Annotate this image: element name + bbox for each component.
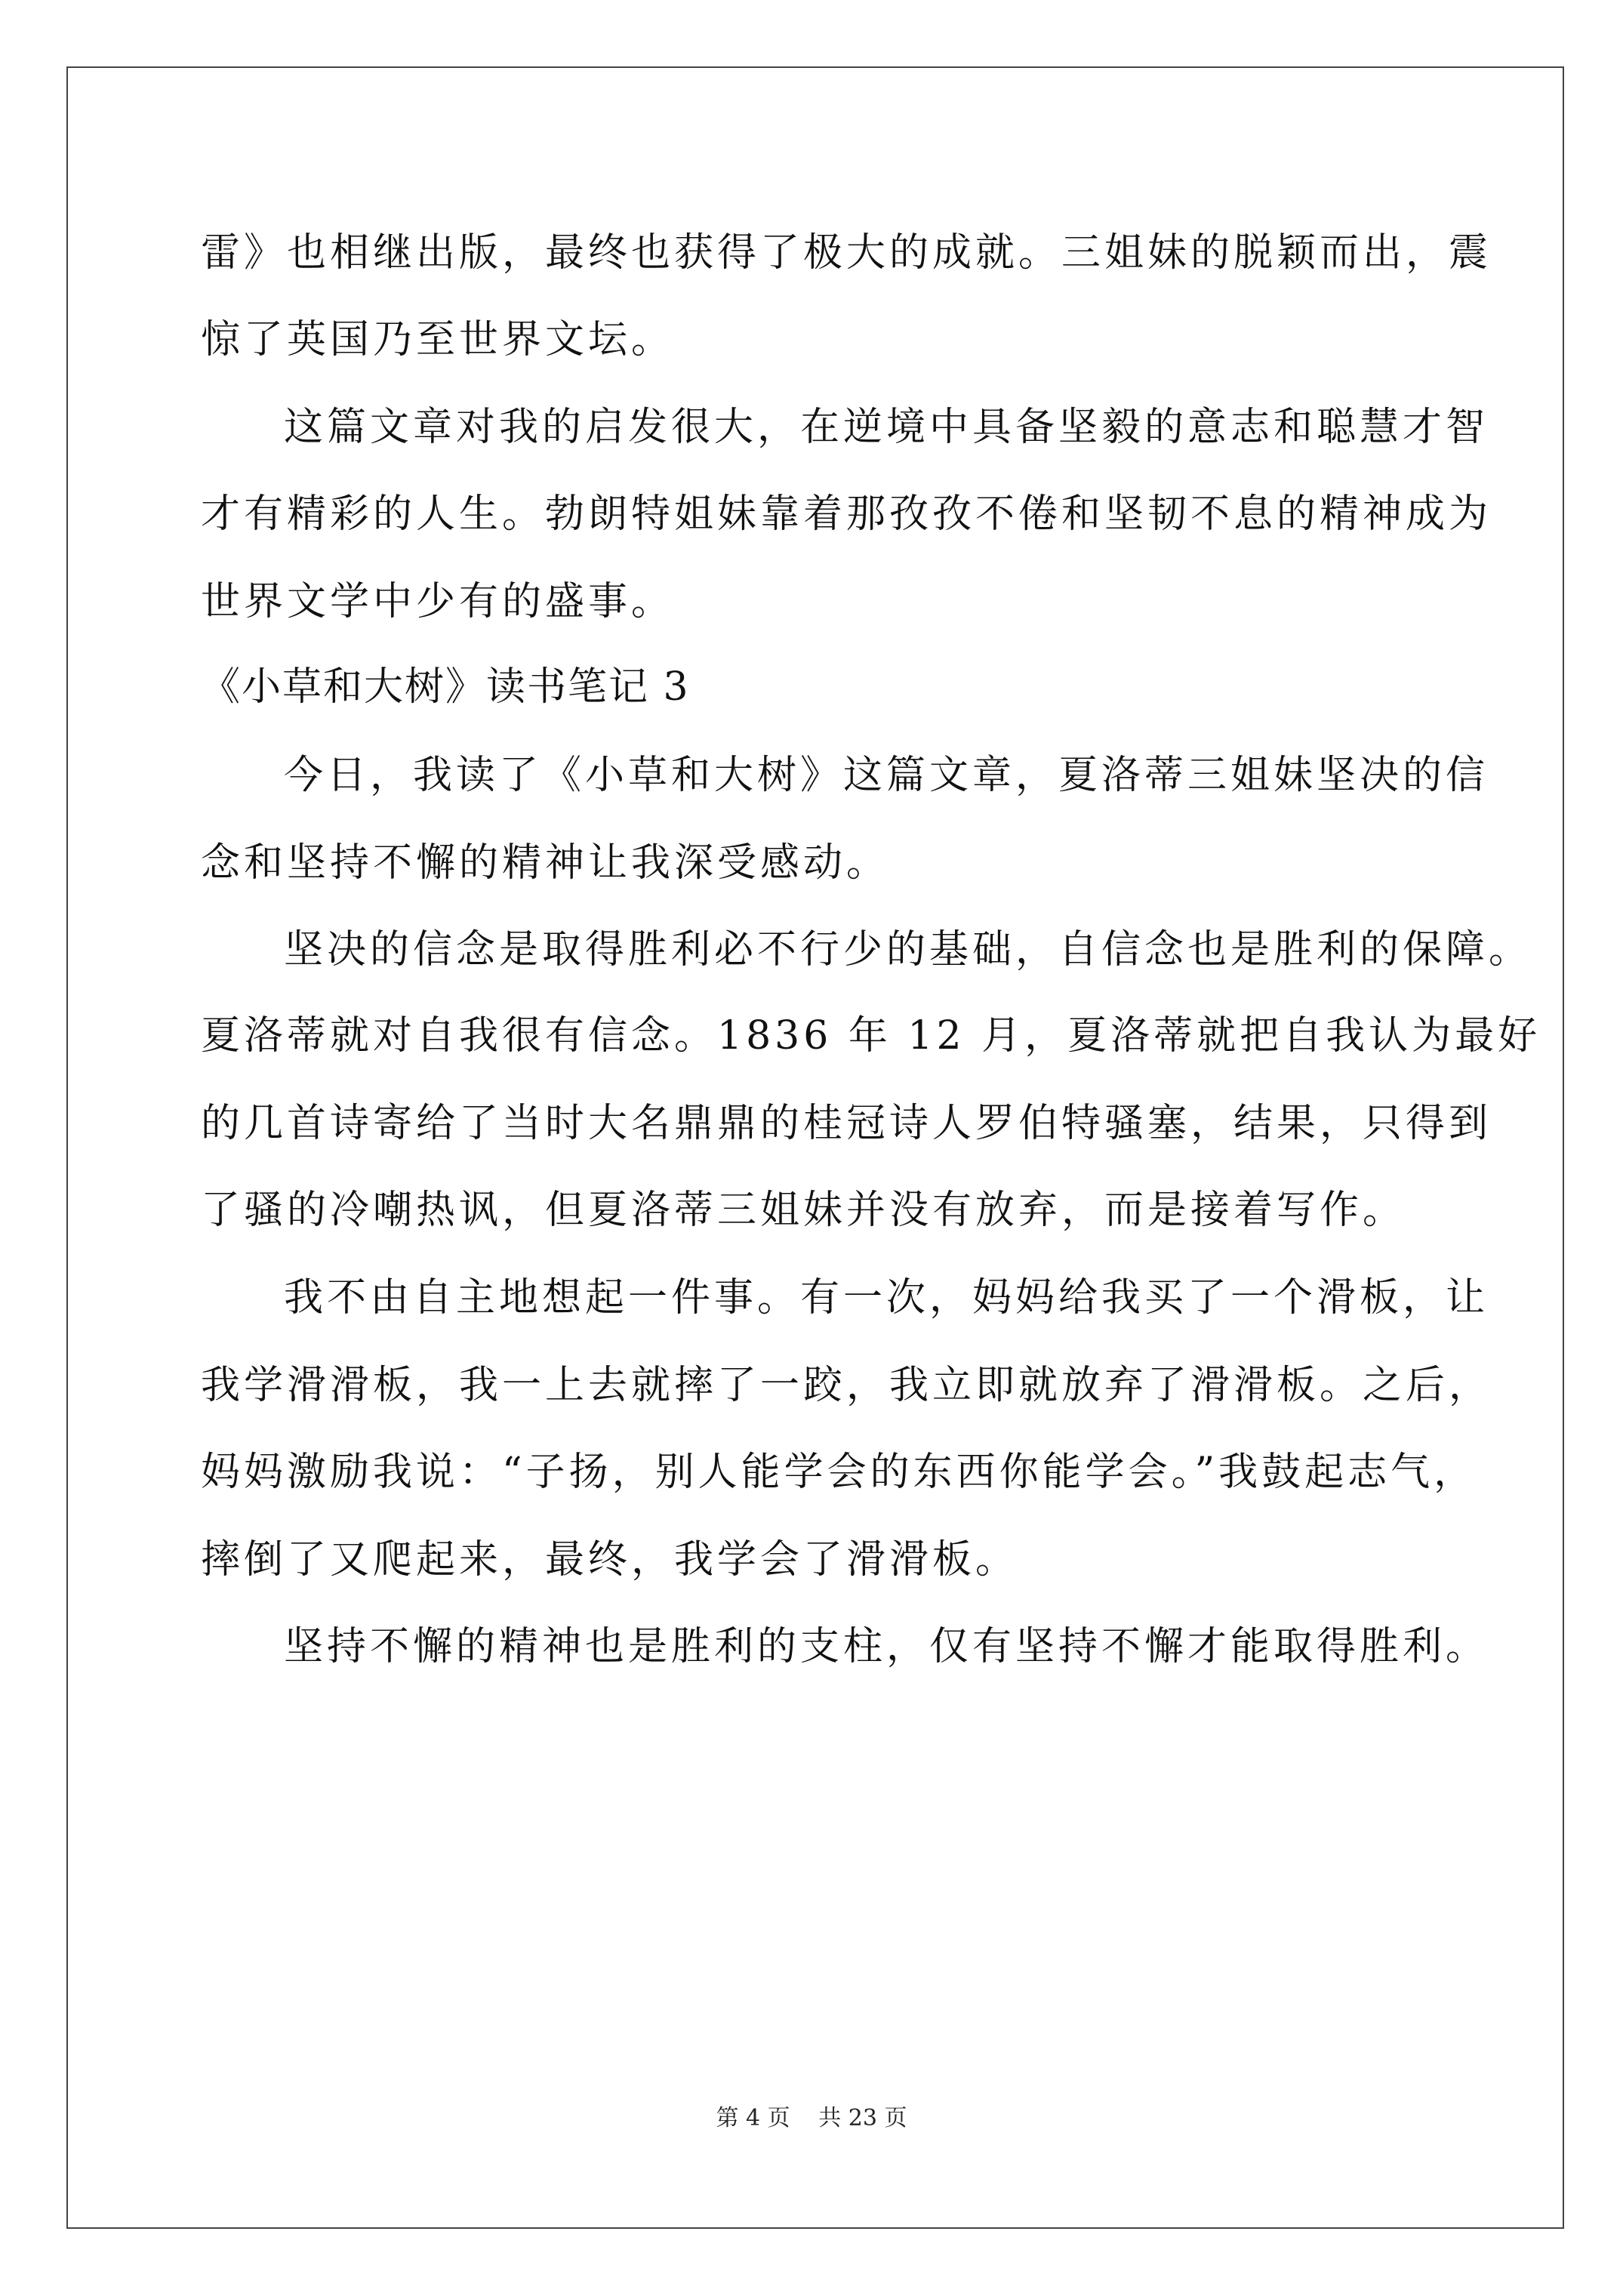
body-line-16: 摔倒了又爬起来，最终，我学会了滑滑板。 — [201, 1537, 1019, 1583]
body-line-8: 念和坚持不懈的精神让我深受感动。 — [201, 840, 890, 886]
page-footer — [0, 2105, 1623, 2132]
body-line-10: 夏洛蒂就对自我很有信念。1836 年 12 月，夏洛蒂就把自我认为最好 — [201, 1013, 1541, 1059]
body-line-5: 世界文学中少有的盛事。 — [201, 579, 675, 624]
body-line-15: 妈妈激励我说：“子扬，别人能学会的东西你能学会。”我鼓起志气， — [201, 1450, 1477, 1495]
page-border — [66, 66, 1564, 2229]
page-total: 共 23 页 — [818, 2105, 907, 2131]
page-number: 第 4 页 — [716, 2105, 790, 2131]
body-line-11: 的几首诗寄给了当时大名鼎鼎的桂冠诗人罗伯特骚塞，结果，只得到 — [201, 1101, 1492, 1146]
body-line-4: 才有精彩的人生。勃朗特姐妹靠着那孜孜不倦和坚韧不息的精神成为 — [201, 492, 1492, 537]
body-line-2: 惊了英国乃至世界文坛。 — [201, 317, 675, 362]
body-line-12: 了骚的冷嘲热讽，但夏洛蒂三姐妹并没有放弃，而是接着写作。 — [201, 1188, 1406, 1233]
body-line-13: 我不由自主地想起一件事。有一次，妈妈给我买了一个滑板，让 — [284, 1275, 1489, 1321]
body-line-1: 雷》也相继出版，最终也获得了极大的成就。三姐妹的脱颖而出，震 — [201, 230, 1492, 276]
body-line-14: 我学滑滑板，我一上去就摔了一跤，我立即就放弃了滑滑板。之后， — [201, 1363, 1492, 1408]
section-heading: 《小草和大树》读书笔记 3 — [201, 664, 690, 710]
body-line-9: 坚决的信念是取得胜利必不行少的基础，自信念也是胜利的保障。 — [284, 927, 1532, 972]
body-line-3: 这篇文章对我的启发很大，在逆境中具备坚毅的意志和聪慧才智 — [284, 405, 1489, 450]
body-line-7: 今日，我读了《小草和大树》这篇文章，夏洛蒂三姐妹坚决的信 — [284, 753, 1489, 798]
body-line-17: 坚持不懈的精神也是胜利的支柱，仅有坚持不懈才能取得胜利。 — [284, 1624, 1489, 1669]
